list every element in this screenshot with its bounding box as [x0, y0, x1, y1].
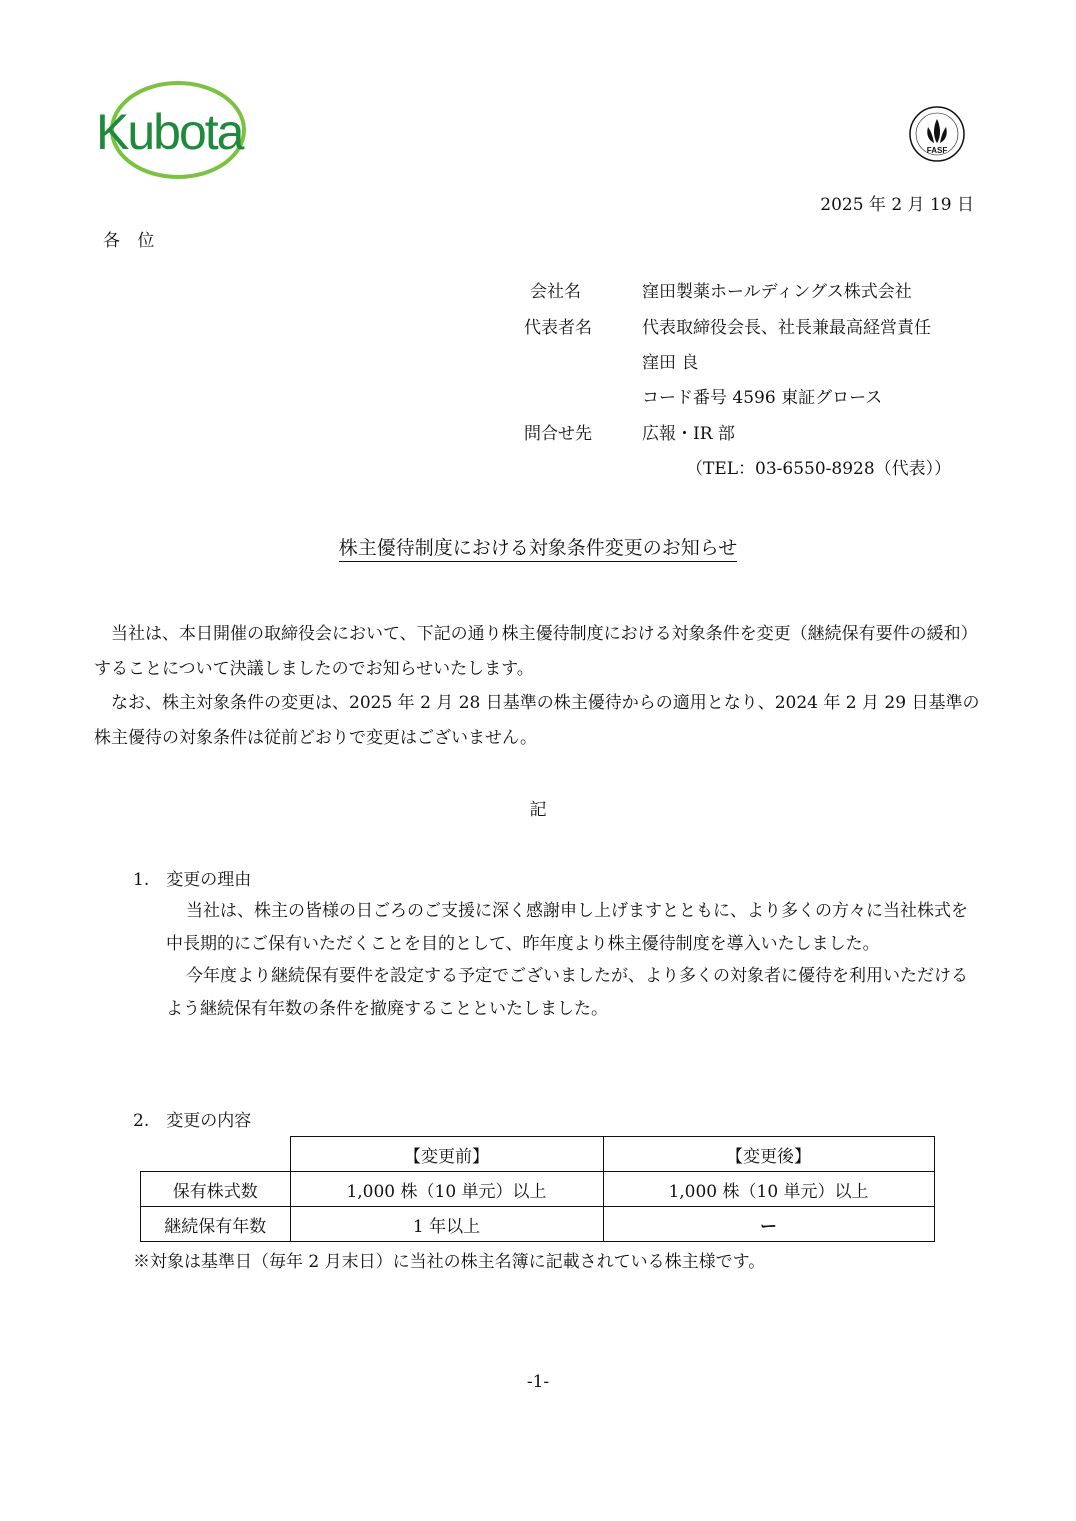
document-date: 2025 年 2 月 19 日 — [820, 195, 974, 215]
contact-label: 問合せ先 — [524, 423, 592, 444]
contact-dept: 広報・IR 部 — [642, 423, 735, 444]
addressee: 各 位 — [103, 231, 161, 251]
svg-text:FASF: FASF — [926, 146, 948, 155]
change-table — [140, 1136, 935, 1242]
svg-text:Kubota: Kubota — [96, 104, 243, 160]
section-1-paragraph-2: 今年度より継続保有要件を設定する予定でございましたが、より多くの対象者に優待を利用いただけるよう継続保有年数の条件を撤廃することといたしました。 — [166, 966, 968, 1019]
intro-paragraph-1: 当社は、本日開催の取締役会において、下記の通り株主優待制度における対象条件を変更（継続保有要件の緩和）することについて決議しましたのでお知らせいたします。 — [94, 624, 978, 679]
rep-label: 代表者名 — [524, 317, 592, 338]
stock-code: コード番号 4596 東証グロース — [642, 388, 883, 409]
rep-title: 代表取締役会長、社長兼最高経営責任 — [642, 317, 931, 338]
intro-paragraph-2: なお、株主対象条件の変更は、2025 年 2 月 28 日基準の株主優待からの適用となり、2024 年 2 月 29 日基準の株主優待の対象条件は従前どおりで変更はございません。 — [94, 693, 980, 748]
table-cell-after: 1,000 株（10 単元）以上 — [603, 1172, 934, 1207]
tel-row — [530, 449, 951, 484]
intro-text — [94, 617, 986, 755]
contact-tel: （TEL：03-6550-8928（代表）） — [686, 459, 952, 480]
table-cell-before: 1 年以上 — [290, 1207, 603, 1242]
section-1-paragraph-1: 当社は、株主の皆様の日ごろのご支援に深く感謝申し上げますとともに、より多くの方々に当社株式を中長期的にご保有いただくことを目的として、昨年度より株主優待制度を導入いたしました。 — [166, 901, 968, 954]
page-title — [0, 533, 1076, 560]
page-title-text: 株主優待制度における対象条件変更のお知らせ — [339, 537, 737, 562]
table-cell-after: ー — [603, 1207, 934, 1242]
company-label: 会社名 — [530, 282, 581, 303]
table-row-label: 保有株式数 — [141, 1172, 291, 1207]
ki-marker: 記 — [529, 800, 547, 820]
rep-name: 窪田 良 — [642, 352, 699, 373]
table-corner-cell — [141, 1137, 291, 1172]
table-row — [141, 1172, 935, 1207]
table-cell-before: 1,000 株（10 単元）以上 — [290, 1172, 603, 1207]
rep-row — [524, 307, 951, 342]
table-header-after: 【変更後】 — [603, 1137, 934, 1172]
company-value: 窪田製薬ホールディングス株式会社 — [642, 282, 912, 303]
company-row — [530, 272, 951, 307]
page-number: -1- — [526, 1372, 550, 1392]
code-row — [530, 378, 951, 413]
section-1-heading: 1. 変更の理由 — [133, 870, 252, 890]
company-info — [524, 272, 952, 484]
company-logo — [94, 78, 260, 182]
rep-name-row — [530, 343, 951, 378]
table-header-before: 【変更前】 — [290, 1137, 603, 1172]
fasf-seal — [908, 105, 966, 163]
section-1-body — [166, 895, 976, 1025]
table-header-row — [141, 1137, 935, 1172]
table-row-label: 継続保有年数 — [141, 1207, 291, 1242]
table-note: ※対象は基準日（毎年 2 月末日）に当社の株主名簿に記載されている株主様です。 — [133, 1252, 766, 1272]
table-row — [141, 1207, 935, 1242]
section-2-heading: 2. 変更の内容 — [133, 1111, 252, 1131]
contact-row — [524, 414, 951, 449]
